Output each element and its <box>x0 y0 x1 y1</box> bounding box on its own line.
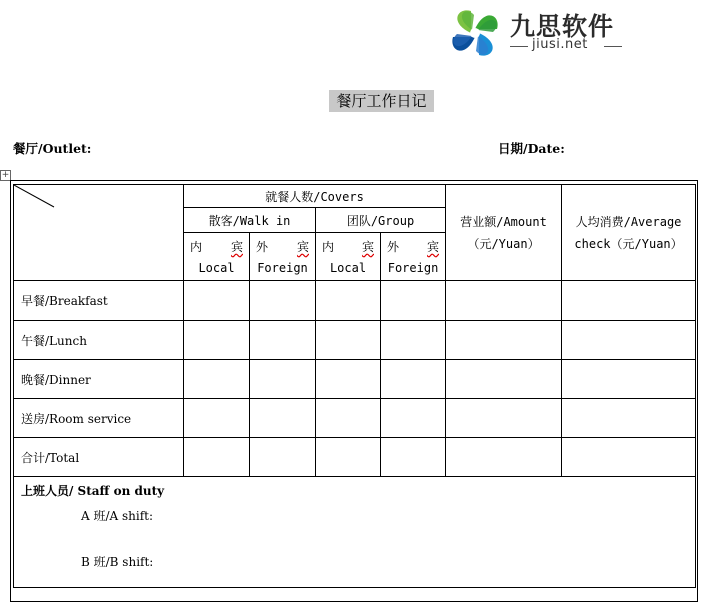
table-cell[interactable] <box>316 360 381 399</box>
average-header-line2: check（元/Yuan） <box>574 236 683 251</box>
table-move-handle-icon[interactable]: + <box>1 170 10 180</box>
shift-b-label: B 班/B shift: <box>81 555 154 569</box>
company-logo <box>444 3 644 63</box>
group-local-label: Local <box>329 261 367 275</box>
group-local-header[interactable] <box>316 233 381 281</box>
table-cell[interactable] <box>562 321 696 360</box>
group-foreign-char-2: 宾 <box>427 240 440 254</box>
table-cell[interactable] <box>250 321 316 360</box>
local-label: Local <box>198 261 235 275</box>
table-cell[interactable] <box>184 321 250 360</box>
table-cell[interactable] <box>446 360 562 399</box>
table-cell[interactable] <box>446 321 562 360</box>
amount-header[interactable] <box>446 185 562 281</box>
header-diagonal-cell[interactable] <box>14 185 184 281</box>
table-cell[interactable] <box>316 438 381 477</box>
foreign-char-2: 宾 <box>296 240 309 254</box>
table-cell[interactable] <box>562 438 696 477</box>
table-row <box>14 399 696 438</box>
table-cell[interactable] <box>250 281 316 321</box>
group-foreign-header[interactable] <box>381 233 446 281</box>
walk-in-header[interactable]: 散客/Walk in <box>184 208 316 233</box>
local-char-1: 内 <box>190 240 203 254</box>
table-cell[interactable] <box>250 399 316 438</box>
average-header-line1: 人均消费/Average <box>575 214 682 229</box>
date-label: 日期/Date: <box>498 141 565 156</box>
group-local-char-2: 宾 <box>361 240 374 254</box>
row-label-dinner[interactable]: 晚餐/Dinner <box>14 360 184 399</box>
group-local-char-1: 内 <box>322 240 335 254</box>
table-row <box>14 321 696 360</box>
table-cell[interactable] <box>381 360 446 399</box>
table-cell[interactable] <box>184 438 250 477</box>
table-cell[interactable] <box>316 281 381 321</box>
table-cell[interactable] <box>316 321 381 360</box>
table-row <box>14 438 696 477</box>
staff-on-duty-cell[interactable] <box>14 477 696 588</box>
table-cell[interactable] <box>446 281 562 321</box>
row-label-total[interactable]: 合计/Total <box>14 438 184 477</box>
diagonal-line <box>14 185 184 281</box>
foreign-char-1: 外 <box>256 240 269 254</box>
group-foreign-label: Foreign <box>387 261 439 275</box>
row-label-breakfast[interactable]: 早餐/Breakfast <box>14 281 184 321</box>
table-cell[interactable] <box>250 438 316 477</box>
table-cell[interactable] <box>446 438 562 477</box>
restaurant-log-table <box>13 184 696 588</box>
table-row <box>14 360 696 399</box>
walk-in-foreign-header[interactable] <box>250 233 316 281</box>
table-cell[interactable] <box>184 399 250 438</box>
local-char-2: 宾 <box>230 240 243 254</box>
table-row <box>14 281 696 321</box>
table-cell[interactable] <box>316 399 381 438</box>
staff-title: 上班人员/ Staff on duty <box>21 484 165 498</box>
average-check-header[interactable] <box>562 185 696 281</box>
shift-a-label: A 班/A shift: <box>81 509 154 523</box>
group-foreign-char-1: 外 <box>387 240 400 254</box>
amount-header-line1: 营业额/Amount <box>460 214 547 229</box>
table-cell[interactable] <box>562 399 696 438</box>
table-cell[interactable] <box>446 399 562 438</box>
table-cell[interactable] <box>381 281 446 321</box>
table-cell[interactable] <box>381 399 446 438</box>
logo-divider-left <box>510 46 528 47</box>
table-cell[interactable] <box>562 360 696 399</box>
row-label-room-service[interactable]: 送房/Room service <box>14 399 184 438</box>
table-cell[interactable] <box>184 360 250 399</box>
table-cell[interactable] <box>184 281 250 321</box>
group-header[interactable]: 团队/Group <box>316 208 446 233</box>
logo-url: jiusi.net <box>532 37 588 52</box>
table-cell[interactable] <box>381 438 446 477</box>
table-cell[interactable] <box>381 321 446 360</box>
foreign-label: Foreign <box>257 261 308 275</box>
table-cell[interactable] <box>250 360 316 399</box>
logo-divider-right <box>604 46 622 47</box>
amount-header-line2: （元/Yuan） <box>467 236 540 251</box>
walk-in-local-header[interactable] <box>184 233 250 281</box>
document-title[interactable]: 餐厅工作日记 <box>329 90 434 112</box>
table-cell[interactable] <box>562 281 696 321</box>
row-label-lunch[interactable]: 午餐/Lunch <box>14 321 184 360</box>
outlet-label: 餐厅/Outlet: <box>13 141 92 156</box>
logo-name: 九思软件 <box>510 12 615 41</box>
covers-header[interactable]: 就餐人数/Covers <box>184 185 446 208</box>
pinwheel-logo-icon <box>444 3 506 63</box>
